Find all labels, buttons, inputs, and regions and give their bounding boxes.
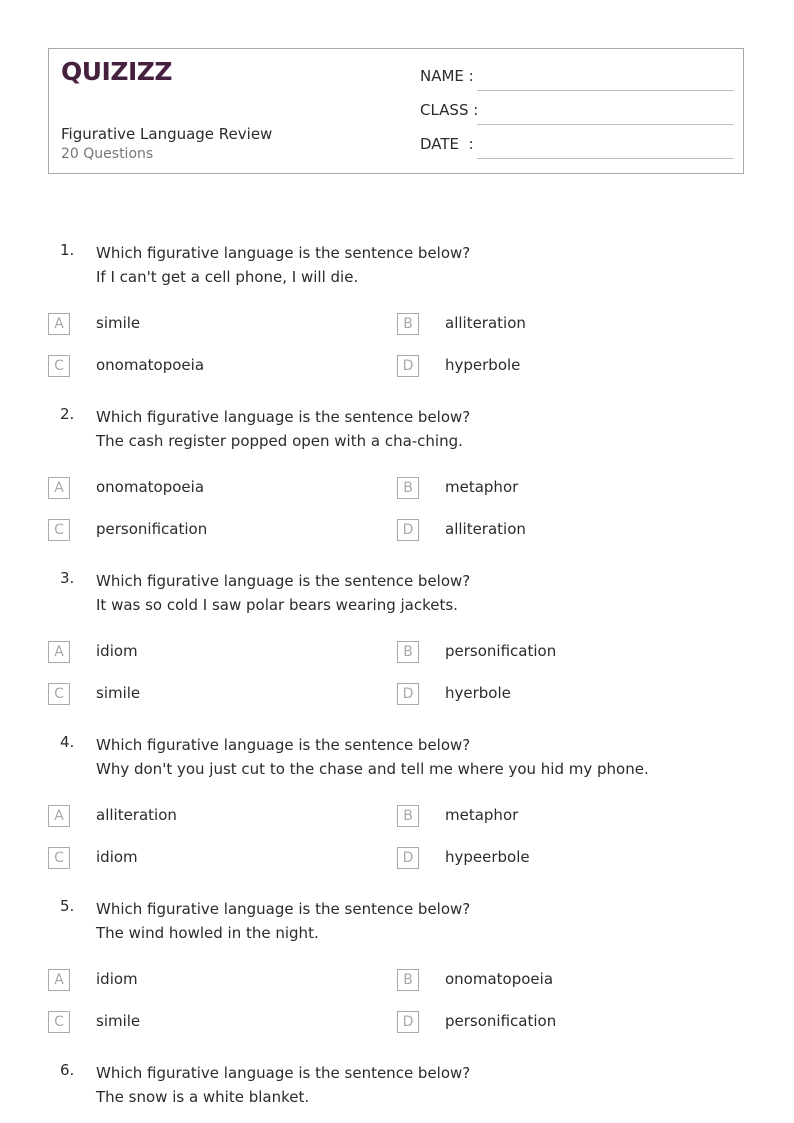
option-letter-box[interactable]: D (397, 519, 419, 541)
class-label: CLASS : (420, 101, 479, 119)
option-letter-box[interactable]: D (397, 1011, 419, 1033)
question-sentence: The snow is a white blanket. (96, 1088, 310, 1106)
option-letter-box[interactable]: C (48, 519, 70, 541)
option-text: simile (96, 1012, 141, 1030)
question-text (96, 733, 756, 781)
question-prompt: Which figurative language is the sentence below? (96, 736, 471, 754)
answer-option[interactable] (397, 805, 727, 829)
answer-option[interactable] (397, 313, 727, 337)
option-letter-box[interactable]: B (397, 969, 419, 991)
option-text: personification (445, 642, 557, 660)
answer-option[interactable] (48, 805, 378, 829)
question-number: 4. (60, 733, 75, 751)
answer-option[interactable] (48, 313, 378, 337)
option-text: alliteration (96, 806, 177, 824)
option-text: alliteration (445, 520, 526, 538)
question-number: 1. (60, 241, 75, 259)
class-line[interactable] (477, 124, 734, 125)
option-letter-box[interactable]: B (397, 313, 419, 335)
question-prompt: Which figurative language is the sentence below? (96, 900, 471, 918)
question-text (96, 405, 756, 453)
worksheet-title: Figurative Language Review (61, 125, 273, 143)
question-number: 2. (60, 405, 75, 423)
class-field[interactable] (420, 101, 734, 125)
option-letter-box[interactable]: C (48, 683, 70, 705)
date-field[interactable] (420, 135, 734, 159)
answer-option[interactable] (48, 355, 378, 379)
option-text: onomatopoeia (96, 478, 205, 496)
option-letter-box[interactable]: D (397, 683, 419, 705)
option-letter-box[interactable]: B (397, 477, 419, 499)
option-text: simile (96, 684, 141, 702)
answer-option[interactable] (48, 1011, 378, 1035)
quizizz-logo: QUIZIZZ (61, 57, 173, 86)
question-number: 5. (60, 897, 75, 915)
name-field[interactable] (420, 67, 734, 91)
answer-option[interactable] (48, 969, 378, 993)
option-text: metaphor (445, 806, 519, 824)
answer-option[interactable] (48, 477, 378, 501)
option-letter-box[interactable]: C (48, 847, 70, 869)
option-text: hyerbole (445, 684, 511, 702)
option-text: idiom (96, 848, 138, 866)
question-sentence: If I can't get a cell phone, I will die. (96, 268, 359, 286)
option-text: simile (96, 314, 141, 332)
worksheet-header (48, 48, 744, 174)
answer-option[interactable] (397, 969, 727, 993)
option-text: hypeerbole (445, 848, 530, 866)
answer-option[interactable] (397, 683, 727, 707)
option-letter-box[interactable]: A (48, 313, 70, 335)
question-sentence: Why don't you just cut to the chase and tell me where you hid my phone. (96, 760, 649, 778)
date-line[interactable] (477, 158, 734, 159)
question-sentence: It was so cold I saw polar bears wearing jackets. (96, 596, 458, 614)
question-sentence: The cash register popped open with a cha-ching. (96, 432, 463, 450)
option-letter-box[interactable]: C (48, 1011, 70, 1033)
question-number: 3. (60, 569, 75, 587)
answer-option[interactable] (48, 847, 378, 871)
name-label: NAME : (420, 67, 474, 85)
question-count: 20 Questions (61, 146, 154, 162)
option-letter-box[interactable]: A (48, 969, 70, 991)
answer-option[interactable] (48, 641, 378, 665)
option-text: idiom (96, 970, 138, 988)
answer-option[interactable] (397, 1011, 727, 1035)
question-number: 6. (60, 1061, 75, 1079)
question-prompt: Which figurative language is the sentence below? (96, 1064, 471, 1082)
option-letter-box[interactable]: C (48, 355, 70, 377)
question-text (96, 897, 756, 945)
date-label: DATE : (420, 135, 474, 153)
option-letter-box[interactable]: D (397, 847, 419, 869)
answer-option[interactable] (397, 847, 727, 871)
question-text (96, 1061, 756, 1109)
answer-option[interactable] (397, 477, 727, 501)
option-text: onomatopoeia (445, 970, 554, 988)
option-text: personification (445, 1012, 557, 1030)
question-prompt: Which figurative language is the sentence below? (96, 408, 471, 426)
option-letter-box[interactable]: A (48, 477, 70, 499)
option-letter-box[interactable]: A (48, 641, 70, 663)
option-letter-box[interactable]: D (397, 355, 419, 377)
question-sentence: The wind howled in the night. (96, 924, 319, 942)
answer-option[interactable] (397, 355, 727, 379)
option-text: alliteration (445, 314, 526, 332)
option-text: hyperbole (445, 356, 521, 374)
option-letter-box[interactable]: B (397, 641, 419, 663)
answer-option[interactable] (48, 683, 378, 707)
question-text (96, 569, 756, 617)
answer-option[interactable] (48, 519, 378, 543)
option-text: personification (96, 520, 208, 538)
option-text: idiom (96, 642, 138, 660)
option-letter-box[interactable]: A (48, 805, 70, 827)
option-text: metaphor (445, 478, 519, 496)
option-letter-box[interactable]: B (397, 805, 419, 827)
question-prompt: Which figurative language is the sentence below? (96, 244, 471, 262)
option-text: onomatopoeia (96, 356, 205, 374)
question-prompt: Which figurative language is the sentence below? (96, 572, 471, 590)
answer-option[interactable] (397, 641, 727, 665)
question-text (96, 241, 756, 289)
name-line[interactable] (477, 90, 734, 91)
answer-option[interactable] (397, 519, 727, 543)
